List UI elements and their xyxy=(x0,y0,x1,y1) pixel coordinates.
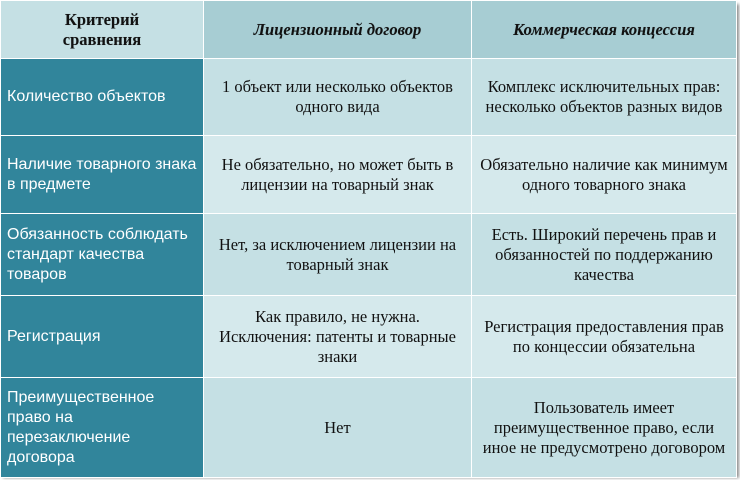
concession-cell: Обязательно наличие как минимум одного товарного знака xyxy=(472,136,737,214)
table-row xyxy=(1,214,737,296)
criterion-cell: Преимущественное право на перезаключение договора xyxy=(1,378,204,478)
header-license: Лицензионный договор xyxy=(204,1,472,59)
header-criterion xyxy=(1,1,204,59)
table-row xyxy=(1,59,737,136)
header-criterion-line2: сравнения xyxy=(62,29,142,49)
license-cell: Как правило, не нужна. Исключения: патенты и товарные знаки xyxy=(204,296,472,378)
concession-cell: Регистрация предоставления прав по концессии обязательна xyxy=(472,296,737,378)
concession-cell: Пользователь имеет преимущественное право, если иное не предусмотрено договором xyxy=(472,378,737,478)
table-row xyxy=(1,136,737,214)
criterion-cell: Регистрация xyxy=(1,296,204,378)
criterion-cell: Количество объектов xyxy=(1,59,204,136)
license-cell: Нет, за исключением лицензии на товарный знак xyxy=(204,214,472,296)
license-cell: Нет xyxy=(204,378,472,478)
license-cell: 1 объект или несколько объектов одного вида xyxy=(204,59,472,136)
license-cell: Не обязательно, но может быть в лицензии на товарный знак xyxy=(204,136,472,214)
table-row xyxy=(1,378,737,478)
concession-cell: Комплекс исключительных прав: несколько объектов разных видов xyxy=(472,59,737,136)
header-row xyxy=(1,1,737,59)
criterion-cell: Наличие товарного знака в предмете xyxy=(1,136,204,214)
header-criterion-line1: Критерий xyxy=(64,9,140,29)
table-row xyxy=(1,296,737,378)
concession-cell: Есть. Широкий перечень прав и обязанностей по поддержанию качества xyxy=(472,214,737,296)
criterion-cell: Обязанность соблюдать стандарт качества товаров xyxy=(1,214,204,296)
header-concession: Коммерческая концессия xyxy=(472,1,737,59)
